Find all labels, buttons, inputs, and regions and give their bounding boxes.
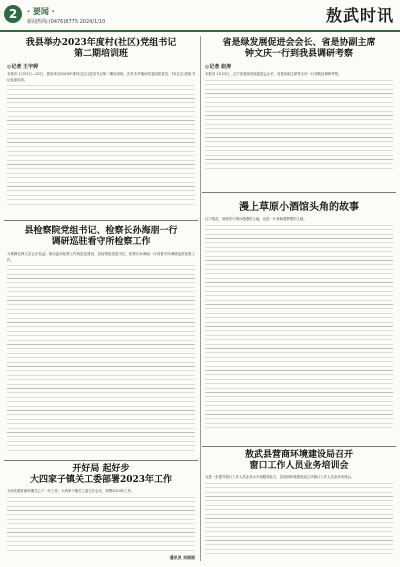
article-headline-line2: 大四家子镇关工委部署2023年工作: [29, 475, 173, 485]
article-headline: 我县举办2023年度村(社区)党组书记: [25, 38, 177, 48]
column-divider: [200, 36, 201, 561]
masthead-meta: 新闻热线:(0476)8775 2024/1/10: [27, 19, 106, 25]
article-byline: ◎记者 赵涛: [205, 64, 232, 70]
masthead: [0, 0, 400, 32]
article-headline: 敖武县营商环境建设局召开: [244, 450, 353, 460]
article-green-development-visit: [202, 38, 396, 188]
article-headline: 开好局 起好步: [72, 464, 130, 474]
article-headline-line2: 第二期培训班: [73, 49, 128, 59]
article-headline-line2: 窗口工作人员业务培训会: [249, 461, 349, 471]
article-body-text: [7, 497, 195, 553]
article-headline-line2: 调研巡驻看守所检察工作: [51, 237, 151, 247]
article-lead: 为切实做好新时期关心下一代工作，大四家子镇关工委召开会议，部署2023年工作。: [7, 489, 135, 493]
article-body-text: [7, 85, 195, 205]
article-separator: [202, 192, 396, 193]
article-headline: 县检察院党组书记、检察长孙海朋一行: [24, 226, 178, 236]
section-label: · 要闻 ·: [27, 7, 55, 16]
article-lead: 辽宁敖武，那里有片黄沙漫漫的土地，也是一片承载着梦想的土地。: [205, 217, 307, 221]
article-separator: [4, 220, 198, 221]
paper-logo: 敖武时讯: [325, 6, 394, 25]
article-byline: ◎记者 王宇婷: [7, 64, 39, 70]
article-township-work-plan: [4, 464, 198, 564]
article-lead: 本报讯 1月23日—25日，我县举办2023年度村(社区)党组书记第二期培训班，各苏木乡镇场党委组织委员、村(社区)党组书记参加培训。: [7, 72, 195, 82]
article-grassland-tavern-story: [202, 202, 396, 442]
article-party-secretary-training: [4, 38, 198, 216]
page-number: 2: [4, 5, 22, 23]
article-lead: 为保障在押人员合法权益，推动监所检察工作规范化建设，县检察院党组书记、检察长孙海朋一行到看守所调研巡驻检察工作。: [7, 252, 195, 262]
article-body-text: [7, 265, 195, 453]
article-lead: 本报讯 1月23日，辽宁省是绿发展促进会会长、省是协副主席钟文庆一行到我县调研考察。: [205, 72, 342, 76]
article-lead: 为进一步提升窗口工作人员业务水平和服务能力，县营商环境建设局召开窗口工作人员业务培训会。: [205, 475, 355, 479]
article-signature: 通讯员 刘丽丽: [169, 554, 195, 560]
article-body-text: [205, 483, 393, 555]
article-headline: 省是绿发展促进会会长、省是协副主席: [222, 38, 376, 48]
article-business-environment-training: [202, 450, 396, 564]
article-headline: 漫上草原小酒馆头角的故事: [239, 202, 359, 213]
article-procuratorate-inspection: [4, 226, 198, 456]
article-body-text: [205, 225, 393, 430]
article-separator: [4, 460, 198, 461]
article-headline-line2: 钟文庆一行到我县调研考察: [244, 49, 353, 59]
article-separator: [202, 446, 396, 447]
article-body-text: [205, 80, 393, 172]
